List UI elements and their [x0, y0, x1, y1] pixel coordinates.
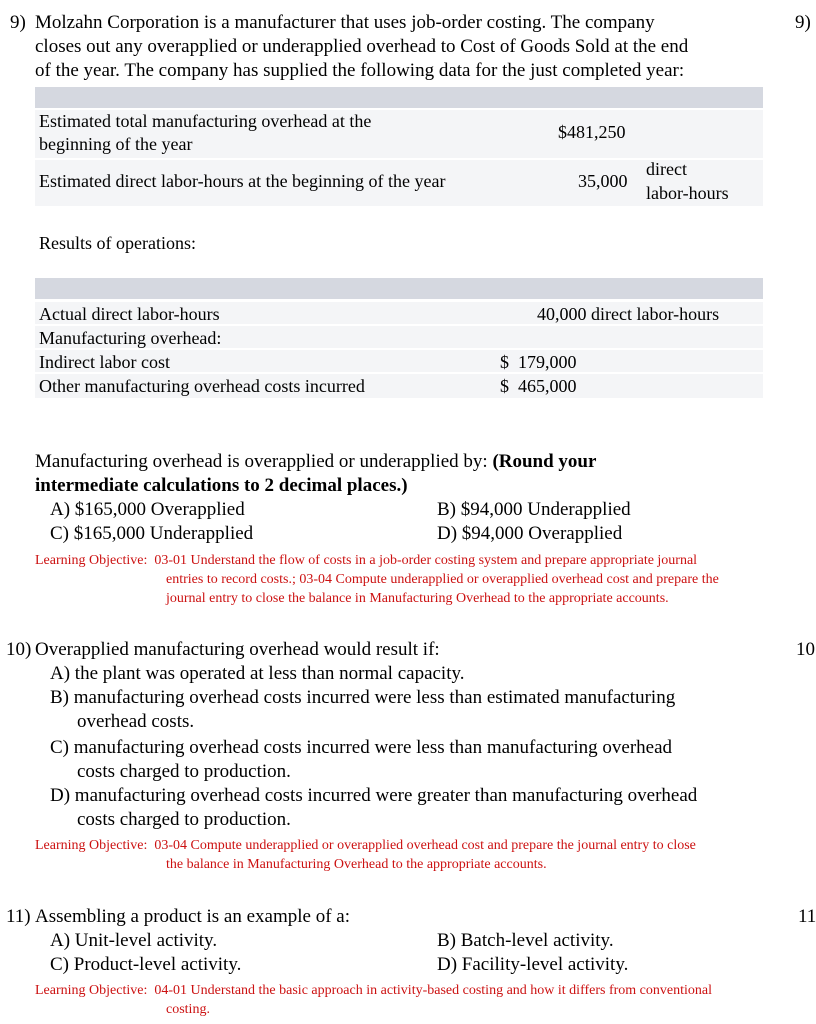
answer-option-a: A) Unit-level activity.	[50, 930, 218, 951]
table-cell-label: Estimated total manufacturing overhead at the	[39, 111, 372, 131]
table-cell-label: Other manufacturing overhead costs incurred	[39, 376, 365, 396]
learning-objective: Learning Objective: 03-04 Compute underapplied or overapplied overhead cost and prepare the journal entry to close	[35, 838, 696, 853]
answer-option-d: D) $94,000 Overapplied	[437, 523, 623, 544]
answer-option-d: D) Facility-level activity.	[437, 954, 629, 975]
question-stem: Assembling a product is an example of a:	[35, 906, 351, 927]
table-cell-value: $481,250	[558, 122, 626, 142]
table-cell-value: $ 465,000	[500, 376, 577, 396]
answer-option-d: costs charged to production.	[77, 809, 291, 830]
learning-objective: Learning Objective: 04-01 Understand the basic approach in activity-based costing and how it differs from conventional	[35, 983, 712, 998]
learning-objective: Learning Objective: 03-01 Understand the flow of costs in a job-order costing system and prepare appropriate journal	[35, 553, 698, 568]
table-cell-label: Indirect labor cost	[39, 352, 170, 372]
margin-question-number: 10	[796, 639, 815, 660]
table-cell-value: 40,000 direct labor-hours	[537, 304, 720, 324]
question-stem-line: closes out any overapplied or underapplied overhead to Cost of Goods Sold at the end	[35, 36, 689, 57]
question-number: 11)	[6, 906, 31, 927]
question-stem-line: Molzahn Corporation is a manufacturer that uses job-order costing. The company	[35, 12, 655, 33]
table-cell-value: 35,000	[578, 171, 628, 191]
table-cell-unit: labor-hours	[646, 183, 729, 203]
table-cell-label: Actual direct labor-hours	[39, 304, 220, 324]
answer-option-c: C) $165,000 Underapplied	[50, 523, 254, 544]
answer-option-b: B) manufacturing overhead costs incurred were less than estimated manufacturing	[50, 687, 676, 708]
answer-option-a: A) the plant was operated at less than normal capacity.	[50, 663, 465, 684]
learning-objective: the balance in Manufacturing Overhead to the appropriate accounts.	[166, 857, 547, 872]
answer-option-b: B) $94,000 Underapplied	[437, 499, 631, 520]
answer-option-d: D) manufacturing overhead costs incurred were greater than manufacturing overhead	[50, 785, 698, 806]
prompt-instruction: (Round your	[492, 451, 597, 472]
table-header-band	[35, 278, 763, 299]
margin-question-number: 9)	[795, 12, 811, 33]
question-stem-line: of the year. The company has supplied the following data for the just completed year:	[35, 60, 685, 81]
learning-objective: costing.	[166, 1002, 210, 1017]
table-cell-value: $ 179,000	[500, 352, 577, 372]
table-cell-label: Manufacturing overhead:	[39, 328, 222, 348]
answer-option-a: A) $165,000 Overapplied	[50, 499, 245, 520]
margin-question-number: 11	[798, 906, 816, 927]
answer-option-c: costs charged to production.	[77, 761, 291, 782]
question-number: 10)	[6, 639, 32, 660]
prompt-instruction: intermediate calculations to 2 decimal places.)	[35, 475, 408, 496]
answer-option-b: B) Batch-level activity.	[437, 930, 614, 951]
table-header-band	[35, 87, 763, 108]
learning-objective: journal entry to close the balance in Manufacturing Overhead to the appropriate accounts.	[166, 591, 669, 606]
table-cell-unit: direct	[646, 159, 687, 179]
table-cell-label: beginning of the year	[39, 134, 193, 154]
question-stem: Overapplied manufacturing overhead would result if:	[35, 639, 440, 660]
answer-option-c: C) manufacturing overhead costs incurred were less than manufacturing overhead	[50, 737, 673, 758]
answer-option-c: C) Product-level activity.	[50, 954, 242, 975]
answer-option-b: overhead costs.	[77, 711, 195, 732]
question-prompt	[35, 450, 596, 473]
question-number: 9)	[10, 12, 26, 33]
table-cell-label: Estimated direct labor-hours at the beginning of the year	[39, 171, 446, 191]
results-heading: Results of operations:	[39, 233, 196, 253]
prompt-text: Manufacturing overhead is overapplied or underapplied by:	[35, 451, 493, 472]
learning-objective: entries to record costs.; 03-04 Compute underapplied or overapplied overhead cost and prepare the	[166, 572, 719, 587]
